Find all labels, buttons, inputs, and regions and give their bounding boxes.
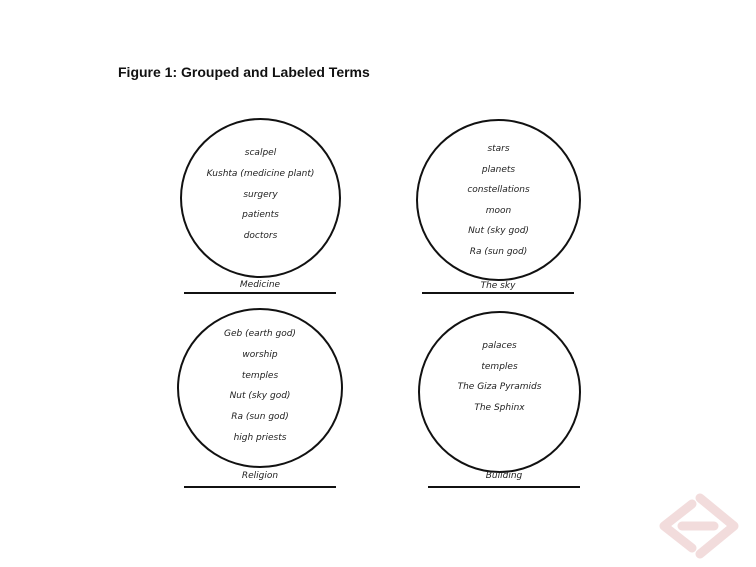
term: constellations <box>467 185 530 195</box>
label-religion: Religion <box>241 471 279 481</box>
watermark-logo-icon <box>652 490 744 562</box>
term: palaces <box>482 341 517 351</box>
term: doctors <box>243 231 278 241</box>
term: The Sphinx <box>474 403 525 413</box>
term: The Giza Pyramids <box>457 382 542 392</box>
term: scalpel <box>244 148 277 158</box>
term: temples <box>481 362 518 372</box>
circle-religion <box>177 308 343 468</box>
label-the-sky: The sky <box>480 281 516 291</box>
term: moon <box>485 206 512 216</box>
figure-title: Figure 1: Grouped and Labeled Terms <box>118 64 370 80</box>
underline-building <box>428 486 580 488</box>
underline-religion <box>184 486 336 488</box>
term: high priests <box>233 433 287 443</box>
term: Ra (sun god) <box>231 412 289 422</box>
term: Nut (sky god) <box>229 391 291 401</box>
term: surgery <box>243 190 278 200</box>
term: worship <box>242 350 278 360</box>
label-medicine: Medicine <box>239 280 281 290</box>
circle-building <box>418 311 581 473</box>
term: Geb (earth god) <box>224 329 296 339</box>
term: Ra (sun god) <box>469 247 528 257</box>
circle-medicine <box>180 118 341 278</box>
label-building: Building <box>485 471 523 481</box>
underline-medicine <box>184 292 336 294</box>
term: stars <box>487 144 510 154</box>
term: patients <box>242 210 279 220</box>
underline-the-sky <box>422 292 574 294</box>
circle-the-sky <box>416 119 581 281</box>
term: Kushta (medicine plant) <box>206 169 315 179</box>
term: Nut (sky god) <box>468 226 529 236</box>
term: temples <box>241 371 279 381</box>
term: planets <box>481 165 516 175</box>
